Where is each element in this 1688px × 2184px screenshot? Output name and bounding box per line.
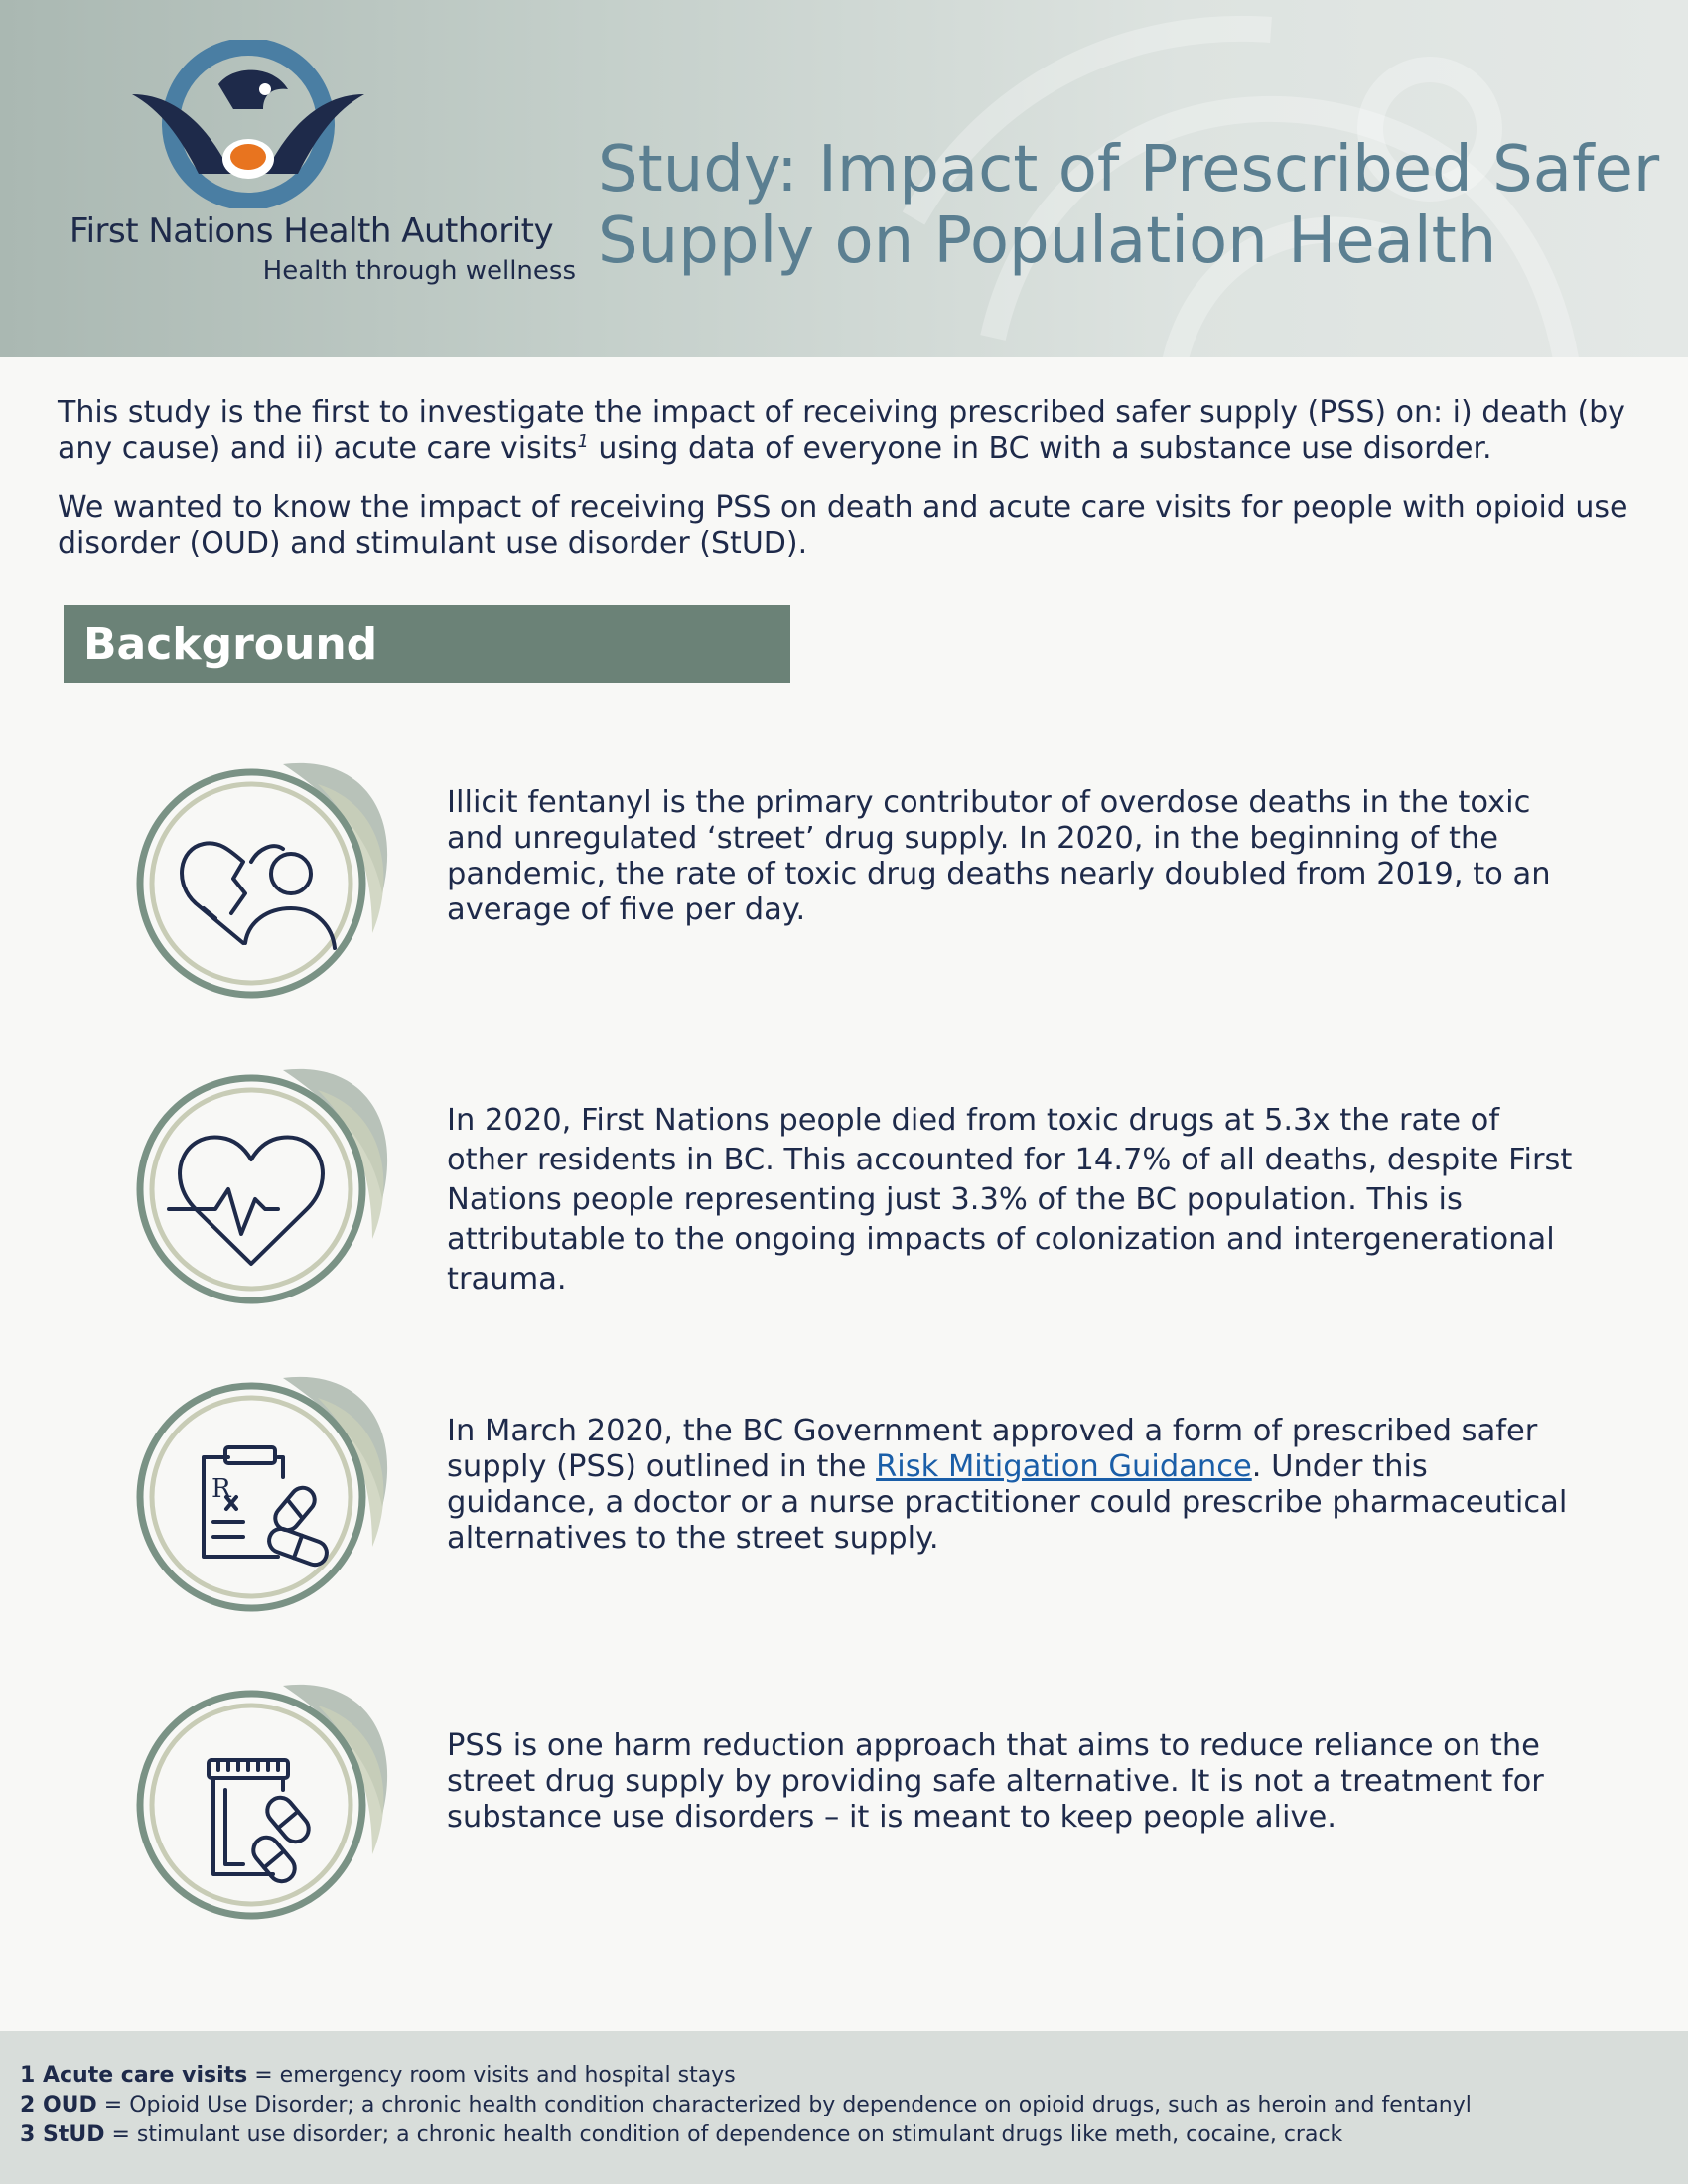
thunderbird-logo-icon <box>124 40 372 208</box>
footnote-2-term: 2 OUD <box>20 2093 97 2117</box>
footnote-3 <box>20 2122 1342 2147</box>
item-3-text-end: . Under this guidance, a doctor or a nurse practitioner could prescribe pharmaceutical alternatives to the street supply. <box>447 1449 1568 1556</box>
intro-text-1b: using data of everyone in BC with a substance use disorder. <box>588 431 1492 466</box>
footnote-3-term: 3 StUD <box>20 2122 105 2147</box>
header-banner <box>0 0 1688 357</box>
prescription-pills-icon <box>134 1358 402 1626</box>
item-1-text: Illicit fentanyl is the primary contributor of overdose deaths in the toxic and unregulated ‘street’ drug supply. In 2020, in the beginning of the pandemic, the rate of toxic drug deaths nearly doubled from 2019, to an average of five per day. <box>447 785 1551 927</box>
item-2-text: In 2020, First Nations people died from toxic drugs at 5.3x the rate of other residents in BC. This accounted for 14.7% of all deaths, despite First Nations people representing just 3.3% of the BC population. This is attributable to the ongoing impacts of colonization and intergenerational trauma. <box>447 1103 1573 1297</box>
footnote-1-term: 1 Acute care visits <box>20 2063 248 2088</box>
intro-text-1: This study is the first to investigate the impact of receiving prescribed safer supply (PSS) on: i) death (by any cause) and ii) acute care visits <box>58 395 1625 466</box>
heartbeat-icon <box>134 1050 402 1318</box>
item-3-text-start: In March 2020, the BC Government approved a form of prescribed safer supply (PSS) outlined in the <box>447 1414 1538 1484</box>
svg-text:R: R <box>211 1474 231 1504</box>
item-4-text: PSS is one harm reduction approach that aims to reduce reliance on the street drug supply by providing safe alternative. It is not a treatment for substance use disorders – it is meant to keep people alive. <box>447 1728 1544 1835</box>
footnote-2 <box>20 2093 1472 2117</box>
footnote-1 <box>20 2063 736 2088</box>
org-tagline: Health through wellness <box>262 256 576 286</box>
footnote-ref-1: 1 <box>577 431 589 452</box>
broken-heart-person-icon <box>134 745 402 1013</box>
section-title: Background <box>83 619 378 670</box>
fnha-logo <box>60 40 576 298</box>
pill-bottle-icon <box>134 1666 402 1934</box>
intro-paragraph-2: We wanted to know the impact of receiving PSS on death and acute care visits for people with opioid use disorder (OUD) and stimulant use disorder (StUD). <box>58 490 1628 561</box>
section-header-background <box>64 605 790 683</box>
footnotes <box>0 2031 1688 2184</box>
intro-paragraph-1 <box>58 395 1646 467</box>
footnote-3-definition: = stimulant use disorder; a chronic health condition of dependence on stimulant drugs like meth, cocaine, crack <box>104 2122 1343 2147</box>
page-title: Study: Impact of Prescribed Safer Supply on Population Health <box>598 133 1660 278</box>
item-3-text <box>447 1414 1579 1557</box>
org-name: First Nations Health Authority <box>70 211 554 251</box>
risk-mitigation-guidance-link[interactable]: Risk Mitigation Guidance <box>876 1449 1252 1484</box>
footnote-1-definition: = emergency room visits and hospital stays <box>247 2063 736 2088</box>
footnote-2-definition: = Opioid Use Disorder; a chronic health condition characterized by dependence on opioid drugs, such as heroin and fentanyl <box>96 2093 1472 2117</box>
